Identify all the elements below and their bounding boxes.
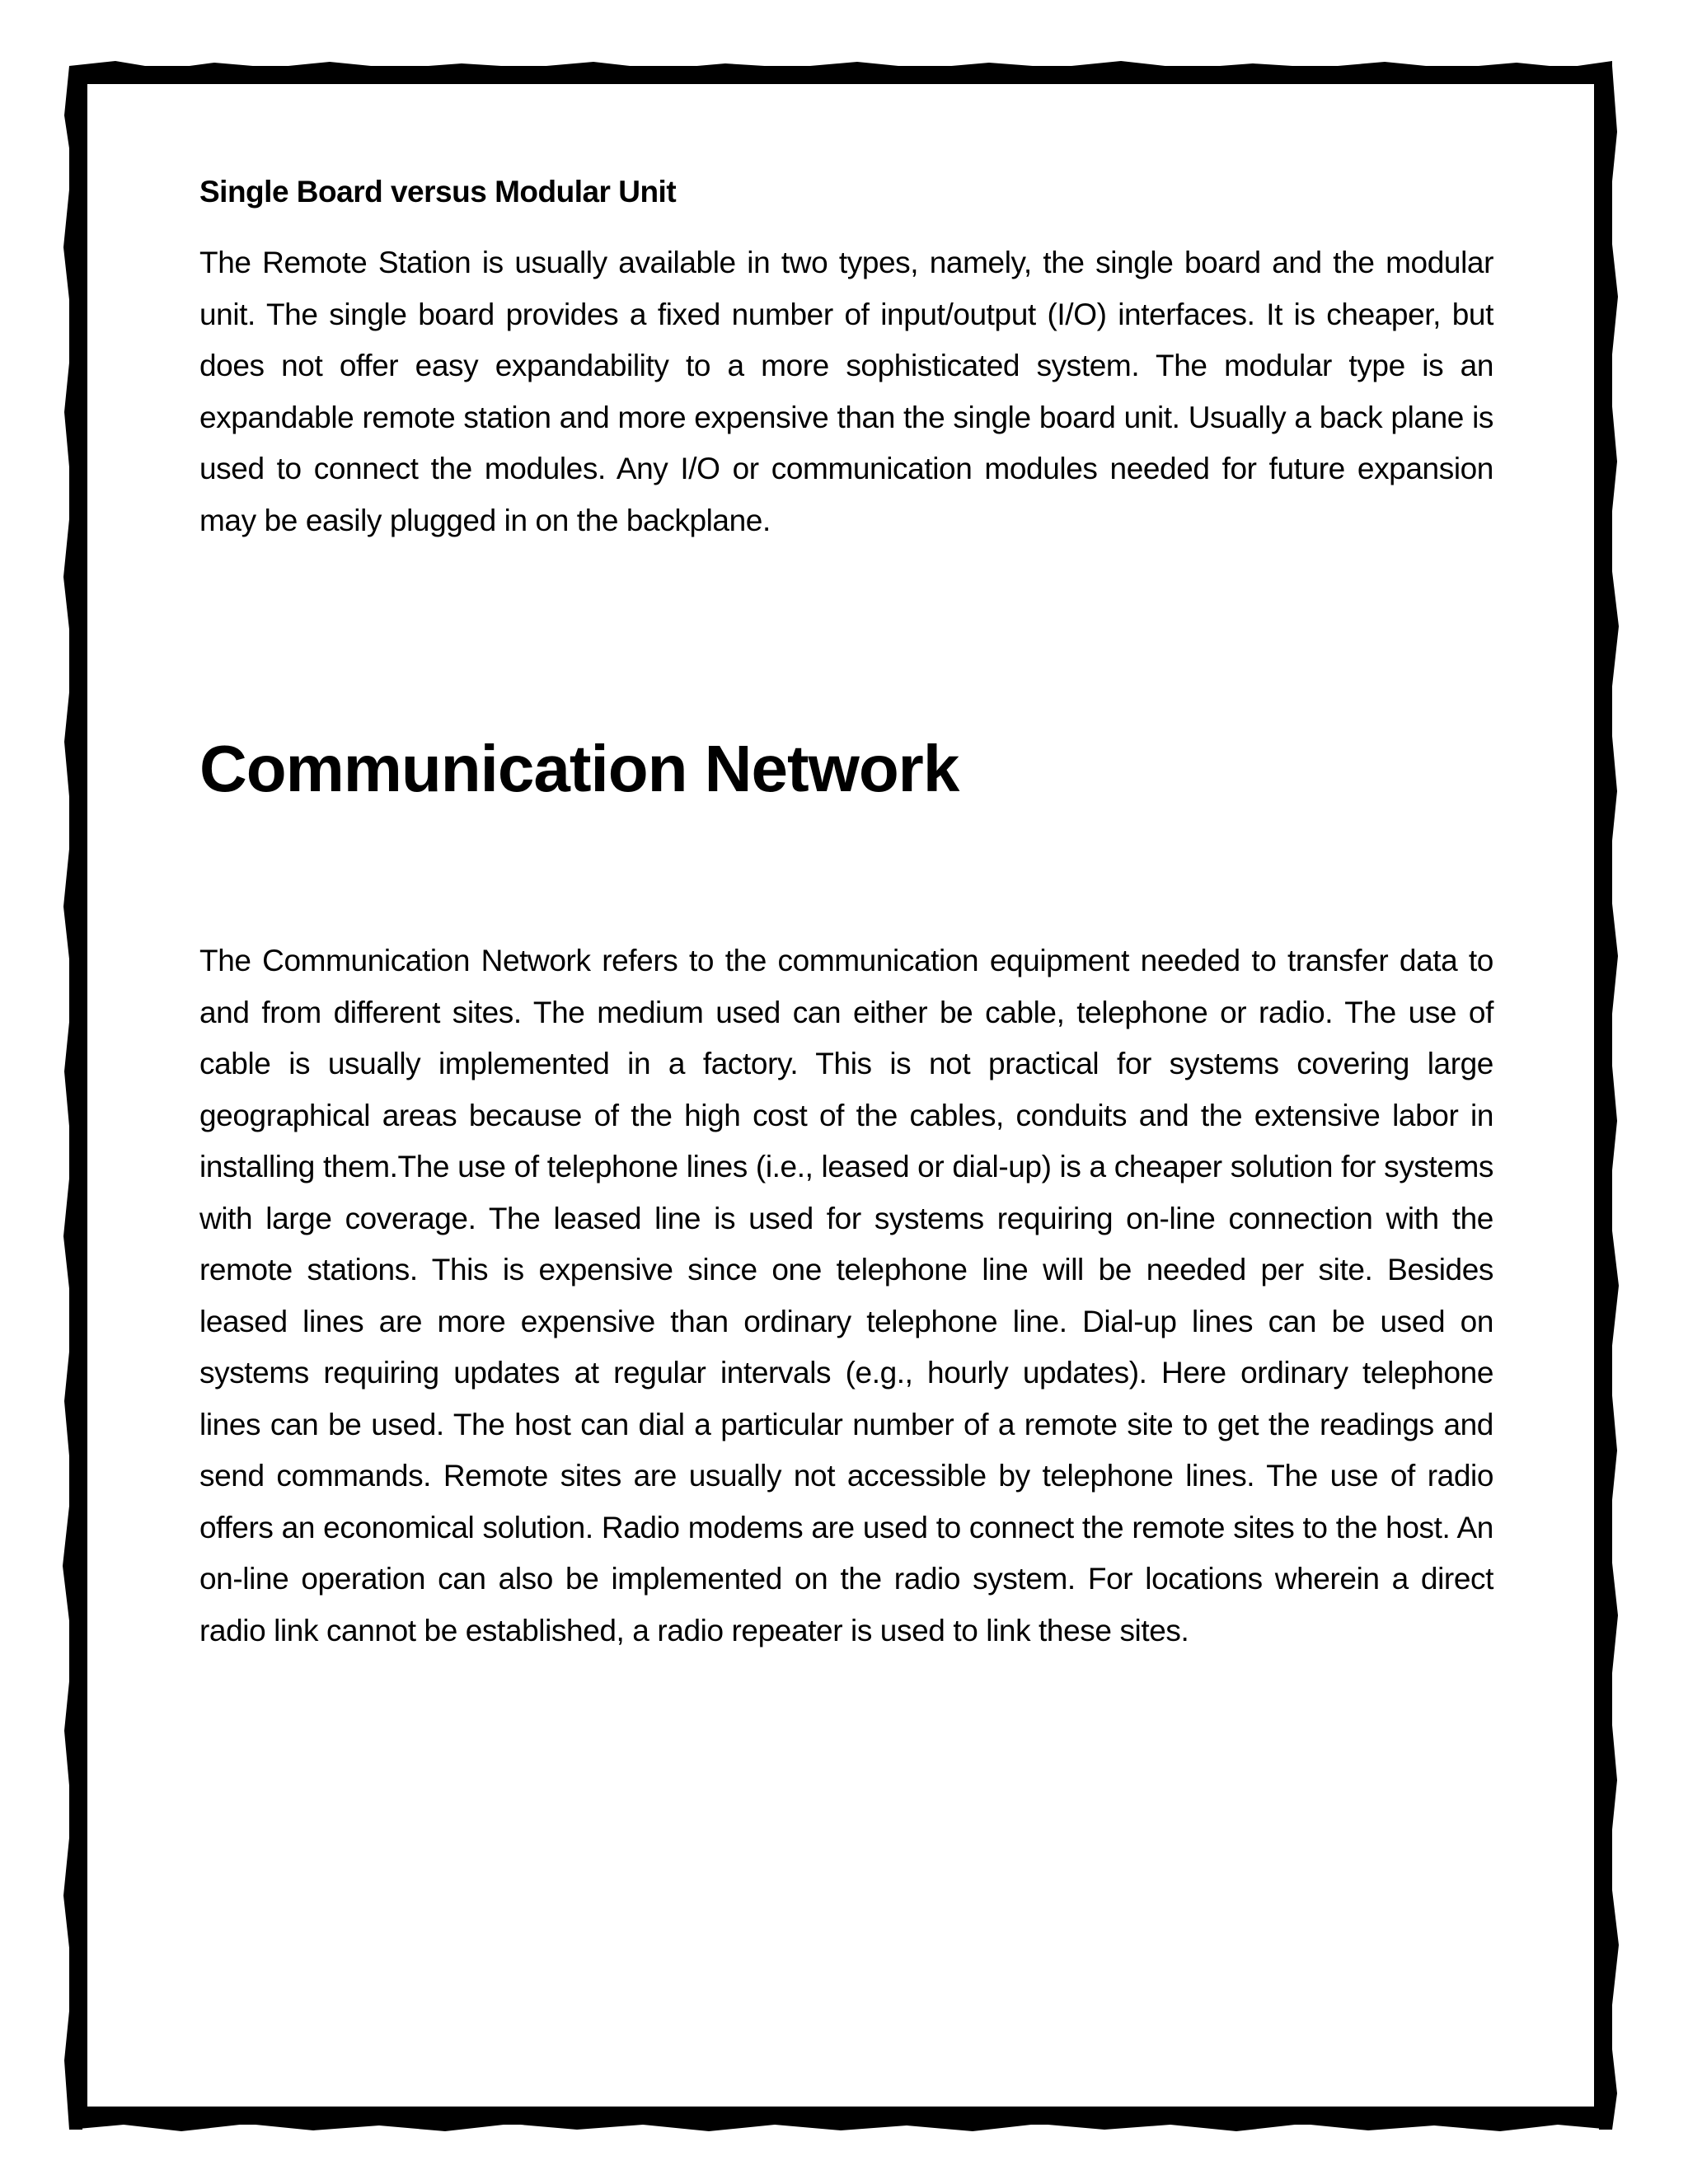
- section-communication-network-heading: [199, 728, 1493, 810]
- section-single-board: [199, 173, 1493, 546]
- section-communication-network: [199, 935, 1493, 1657]
- section-paragraph: The Remote Station is usually available in two types, namely, the single board and the modular unit. The single board provides a fixed number of input/output (I/O) interfaces. It is cheaper, but does not offer easy expandability to a more sophisticated system. The modular type is an expandable remote station and more expensive than the single board unit. Usually a back plane is used to connect the modules. Any I/O or communication modules needed for future expansion may be easily plugged in on the backplane.: [199, 246, 1493, 537]
- section-heading: Communication Network: [199, 732, 959, 805]
- section-paragraph: The Communication Network refers to the communication equipment needed to transfer data to and from different sites. The medium used can either be cable, telephone or radio. The use of cable is usually implemented in a factory. This is not practical for systems covering large geographical areas because of the high cost of the cables, conduits and the extensive labor in installing them.The use of telephone lines (i.e., leased or dial-up) is a cheaper solution for systems with large coverage. The leased line is used for systems requiring on-line connection with the remote stations. This is expensive since one telephone line will be needed per site. Besides leased lines are more expensive than ordinary telephone line. Dial-up lines can be used on systems requiring updates at regular intervals (e.g., hourly updates). Here ordinary telephone lines can be used. The host can dial a particular number of a remote site to get the readings and send commands. Remote sites are usually not accessible by telephone lines. The use of radio offers an economical solution. Radio modems are used to connect the remote sites to the host. An on-line operation can also be implemented on the radio system. For locations wherein a direct radio link cannot be established, a radio repeater is used to link these sites.: [199, 944, 1493, 1647]
- section-subheading: Single Board versus Modular Unit: [199, 175, 677, 209]
